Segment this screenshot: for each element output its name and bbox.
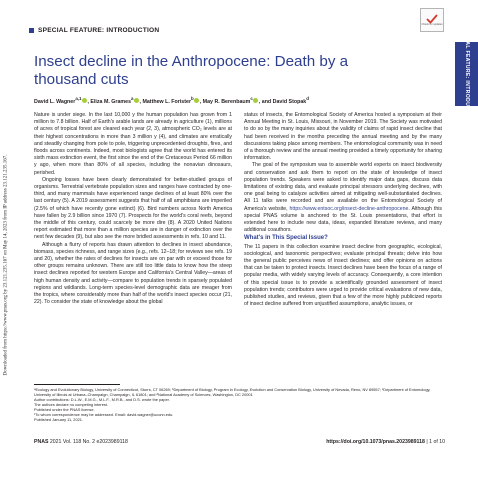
section-label xyxy=(29,27,159,34)
journal-citation xyxy=(34,439,128,445)
page-separator-icon: | xyxy=(426,439,430,445)
footnote-correspondence[interactable]: ¹To whom correspondence may be addressed. Email: david.wagner@uconn.edu. xyxy=(34,412,174,417)
author-affiliation: c xyxy=(250,96,253,101)
download-note xyxy=(1,140,11,390)
author-list: David L. Wagner$^{a,1}$, Eliza M. Grames$^a$, Matthew L. Forister$^b$, May R. Berenbaum$^c$, and David Stopak$^d$ xyxy=(34,96,309,105)
page-number: 1 of 10 xyxy=(429,439,445,445)
body-paragraph: Nature is under siege. In the last 10,000 y the human population has grown from 1 million to 7.8 billion. Half of Earth's arable lands are already in agriculture (1), millions of acres of tropical forest are cleared each year (2, 3), atmospheric CO₂ levels are at their highest concentrations in more than 3 million y (4), and climates are erratically and steadily changing from pole to pole, triggering unprecedented droughts, fires, and floods across continents. Indeed, most biologists agree that the world has entered its sixth mass extinction event, the first since the end of the Cretaceous Period 66 million y ago, when more than 80% of all species, including the nonavian dinosaurs, perished. xyxy=(34,112,232,176)
orcid-icon[interactable] xyxy=(82,98,87,103)
footnote-affiliations: ᵃEcology and Evolutionary Biology, University of Connecticut, Storrs, CT 06269; ᵇDepartment of Biology, Program in Ecology, Evolution and Conservation Biology, University of Nevada, Reno, NV 89557; ᶜDepartment of Entomology, University of Illinois at Urbana–Champaign, Champaign, IL 61801; and ᵈNational Academy of Sciences, Washington, DC 20001 xyxy=(34,387,431,397)
author-name[interactable]: Eliza M. Grames xyxy=(90,98,132,105)
footnote-contributions: Author contributions: D.L.W., E.M.G., M.L.F., M.R.B., and D.S. wrote the paper. xyxy=(34,397,170,402)
body-paragraph: The 11 papers in this collection examine insect decline from geographic, ecological, sociological, and taxonomic perspectives; evaluate principal threats; delve into how the general public perceives news of insect declines; and offer opinions on actions that can be taken to protect insects. Insect declines have been the focus of a range of popular media, with widely varying levels of accuracy. Consequently, a core intention of this special issue is to provide a scientifically grounded assessment of insect population trends; contributors were urged to provide critical evaluations of new data, published studies, and reviews, given that a few of the more highly publicized reports of insect decline suffered from unjustified assumptions, analytic issues, or xyxy=(244,243,442,308)
author-affiliation: a xyxy=(131,96,134,101)
author-affiliation: b xyxy=(191,96,194,101)
article-title: Insect decline in the Anthropocene: Death by a thousand cuts xyxy=(34,53,349,88)
body-paragraph xyxy=(244,162,442,234)
author-name[interactable]: Matthew L. Forister xyxy=(142,98,192,105)
footnote-divider xyxy=(34,384,120,385)
body-paragraph-text: . Although this special PNAS volume is anchored to the St. Louis presentations, that effort is extended here to include new data, ideas, expanded literature reviews, and many additional coauthors. xyxy=(244,205,442,234)
footnote-license: Published under the PNAS license. xyxy=(34,407,95,412)
author-affiliation: d xyxy=(306,96,309,101)
footnote-published-date: Published January 11, 2021. xyxy=(34,417,84,422)
author-name[interactable]: David Stopak xyxy=(272,98,307,105)
doi-and-page xyxy=(290,439,445,445)
section-square-icon xyxy=(29,28,34,33)
author-affiliation: a,1 xyxy=(75,96,82,101)
body-paragraph: Ongoing losses have been clearly demonstrated for better-studied groups of organisms. Terrestrial vertebrate population sizes and ranges have contracted by one-third, and many mammals have experienced range declines of at least 80% over the last century (5). A 2019 assessment suggests that half of all amphibians are imperiled (2.5% of which have recently gone extinct) (6). Bird numbers across North America have fallen by 2.9 billion since 1970 (7). Prospects for the world's coral reefs, beyond the middle of this century, could scarcely be more dire (8). A 2020 United Nations report estimated that more than a million species are in danger of extinction over the next few decades (9), but also see the more bridled assessments in refs. 10 and 11. xyxy=(34,176,232,241)
badge-label: Check for updates xyxy=(421,22,443,26)
footnotes xyxy=(34,387,444,422)
body-column-left xyxy=(34,112,232,306)
section-heading: What's in This Special Issue? xyxy=(244,235,328,242)
check-for-updates-badge[interactable] xyxy=(420,8,444,32)
orcid-icon[interactable] xyxy=(253,98,258,103)
body-paragraph: status of insects, the Entomological Society of America hosted a symposium at their Annual Meeting in St. Louis, Missouri, in November 2019. The Society was motivated to do so by the many inquiries about the validity of claims of rapid insect decline that had been received in the months preceding the annual meeting and by the many discussions taking place among members. The entomological community was in need of a thorough review and the annual meeting provided a timely opportunity for sharing information. xyxy=(244,112,442,162)
side-tab xyxy=(455,24,478,124)
footnote-competing-interest: The authors declare no competing interest. xyxy=(34,402,108,407)
author-name[interactable]: May R. Berenbaum xyxy=(202,98,251,105)
body-column-right xyxy=(244,112,442,308)
orcid-icon[interactable] xyxy=(134,98,139,103)
journal-name: PNAS xyxy=(34,439,49,445)
author-name[interactable]: David L. Wagner xyxy=(34,98,76,105)
citation-text: 2021 Vol. 118 No. 2 e2023989118 xyxy=(49,439,128,445)
symposium-link[interactable]: https://www.entsoc.org/insect-decline-anthropocene xyxy=(289,205,409,212)
side-tab-label: SPECIAL FEATURE: INTRODUCTION xyxy=(463,24,470,124)
body-paragraph-text: The goal of the symposium was to assemble world experts on insect biodiversity and conservation and ask them to report on the state of knowledge of insect population trends. Speakers were asked to identify major data gaps, discuss data limitations of existing data, and evaluate principal stressors underlying declines, with one goal being to catalyze activities aimed at mitigating well-substantiated declines. All 11 talks were recorded and are available on the Entomological Society of America's website, xyxy=(244,162,442,212)
doi-link[interactable]: https://doi.org/10.1073/pnas.2023989118 xyxy=(326,439,425,445)
download-note-text: Downloaded from https://www.pnas.org by 23.121.235.167 on May 14, 2023 from IP address 23.121.235.167. xyxy=(3,154,9,376)
body-paragraph: Although a flurry of reports has drawn attention to declines in insect abundance, biomass, species richness, and range sizes (e.g., refs. 12–18; for reviews see refs. 19 and 20), whether the rates of declines for insects are on par with or exceed those for other groups remains unknown. There are still too little data to know how the steep insect declines reported for western Europe and California's Central Valley—areas of high human density and activity—compare to population trends in sparsely populated regions and wildlands. Long-term species-level demographic data are meager from the tropics, where considerably more than half of the world's insect species occur (21, 22). To consider the state of knowledge about the global xyxy=(34,241,232,306)
orcid-icon[interactable] xyxy=(194,98,199,103)
section-label-text: SPECIAL FEATURE: INTRODUCTION xyxy=(38,27,160,34)
